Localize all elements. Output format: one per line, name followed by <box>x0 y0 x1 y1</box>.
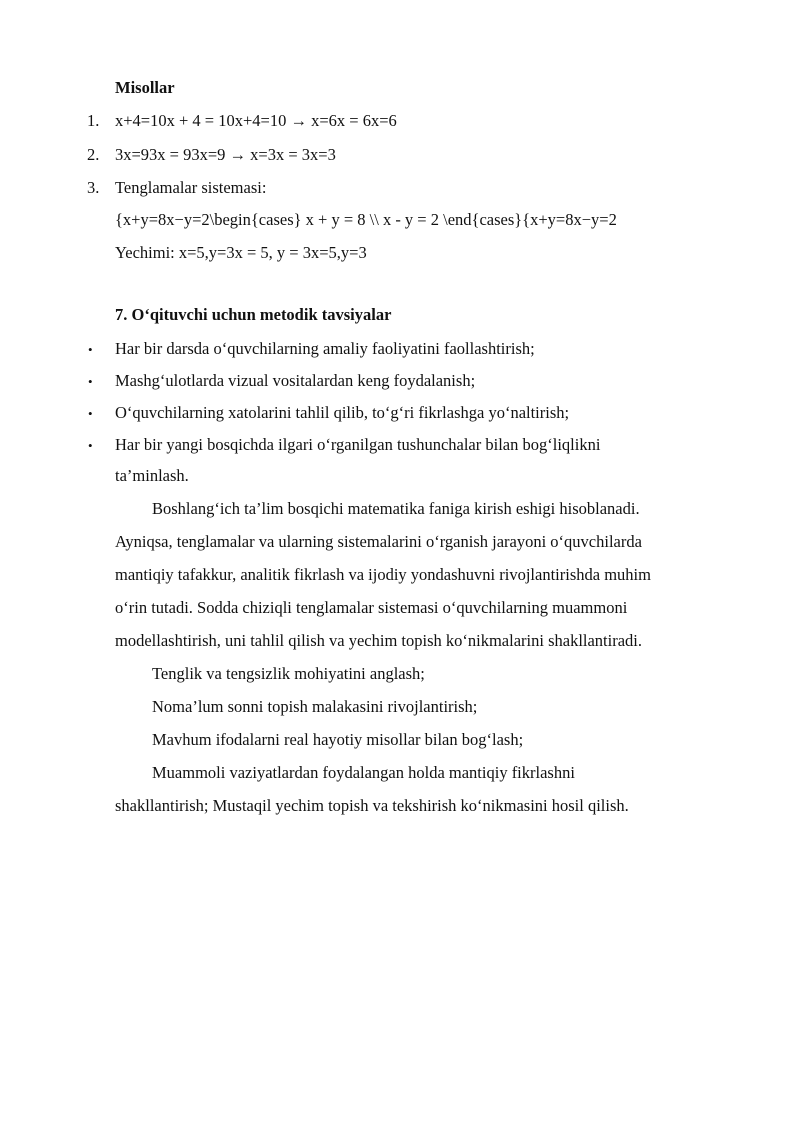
bullet-text: Har bir yangi bosqichda ilgari o‘rganilgan tushunchalar bilan bog‘liqlikni <box>115 435 601 454</box>
goal-line: Muammoli vaziyatlardan foydalangan holda mantiqiy fikrlashni <box>152 763 575 782</box>
bullet-marker: • <box>88 342 93 357</box>
bullet-text: Mashg‘ulotlarda vizual vositalardan keng foydalanish; <box>115 371 476 390</box>
section-7-heading: 7. O‘qituvchi uchun metodik tavsiyalar <box>115 305 392 324</box>
examples-heading: Misollar <box>115 78 175 97</box>
goal-line: Mavhum ifodalarni real hayotiy misollar bilan bog‘lash; <box>152 730 524 749</box>
paragraph-line: Ayniqsa, tenglamalar va ularning sistemalarini o‘rganish jarayoni o‘quvchilarda <box>115 532 642 551</box>
bullet-text: O‘quvchilarning xatolarini tahlil qilib, to‘g‘ri fikrlashga yo‘naltirish; <box>115 403 570 422</box>
paragraph-line: o‘rin tutadi. Sodda chiziqli tenglamalar sistemasi o‘quvchilarning muammoni <box>115 598 628 617</box>
item-number: 1. <box>87 111 100 130</box>
final-line: shakllantirish; Mustaqil yechim topish va tekshirish ko‘nikmasini hosil qilish. <box>115 796 629 815</box>
goal-line: Noma’lum sonni topish malakasini rivojlantirish; <box>152 697 478 716</box>
paragraph-line: mantiqiy tafakkur, analitik fikrlash va ijodiy yondashuvni rivojlantirishda muhim <box>115 565 651 584</box>
bullet-marker: • <box>88 406 93 421</box>
system-equation-line: {x+y=8x−y=2\begin{cases} x + y = 8 \\ x - y = 2 \end{cases}{x+y=8x−y=2 <box>115 210 617 229</box>
bullet-marker: • <box>88 374 93 389</box>
bullet-text: Har bir darsda o‘quvchilarning amaliy faoliyatini faollashtirish; <box>115 339 535 358</box>
item-text: x+4=10x + 4 = 10x+4=10 → x=6x = 6x=6 <box>115 111 397 130</box>
paragraph-line: Boshlang‘ich ta’lim bosqichi matematika faniga kirish eshigi hisoblanadi. <box>152 499 640 518</box>
bullet-marker: • <box>88 438 93 453</box>
item-number: 3. <box>87 178 100 197</box>
item-text: Tenglamalar sistemasi: <box>115 178 267 197</box>
paragraph-line: modellashtirish, uni tahlil qilish va yechim topish ko‘nikmalarini shakllantiradi. <box>115 631 643 650</box>
item-number: 2. <box>87 145 100 164</box>
goal-line: Tenglik va tengsizlik mohiyatini anglash; <box>152 664 425 683</box>
item-text: 3x=93x = 93x=9 → x=3x = 3x=3 <box>115 145 336 164</box>
bullet-4-continuation: ta’minlash. <box>115 466 189 485</box>
solution-line: Yechimi: x=5,y=3x = 5, y = 3x=5,y=3 <box>115 243 367 262</box>
